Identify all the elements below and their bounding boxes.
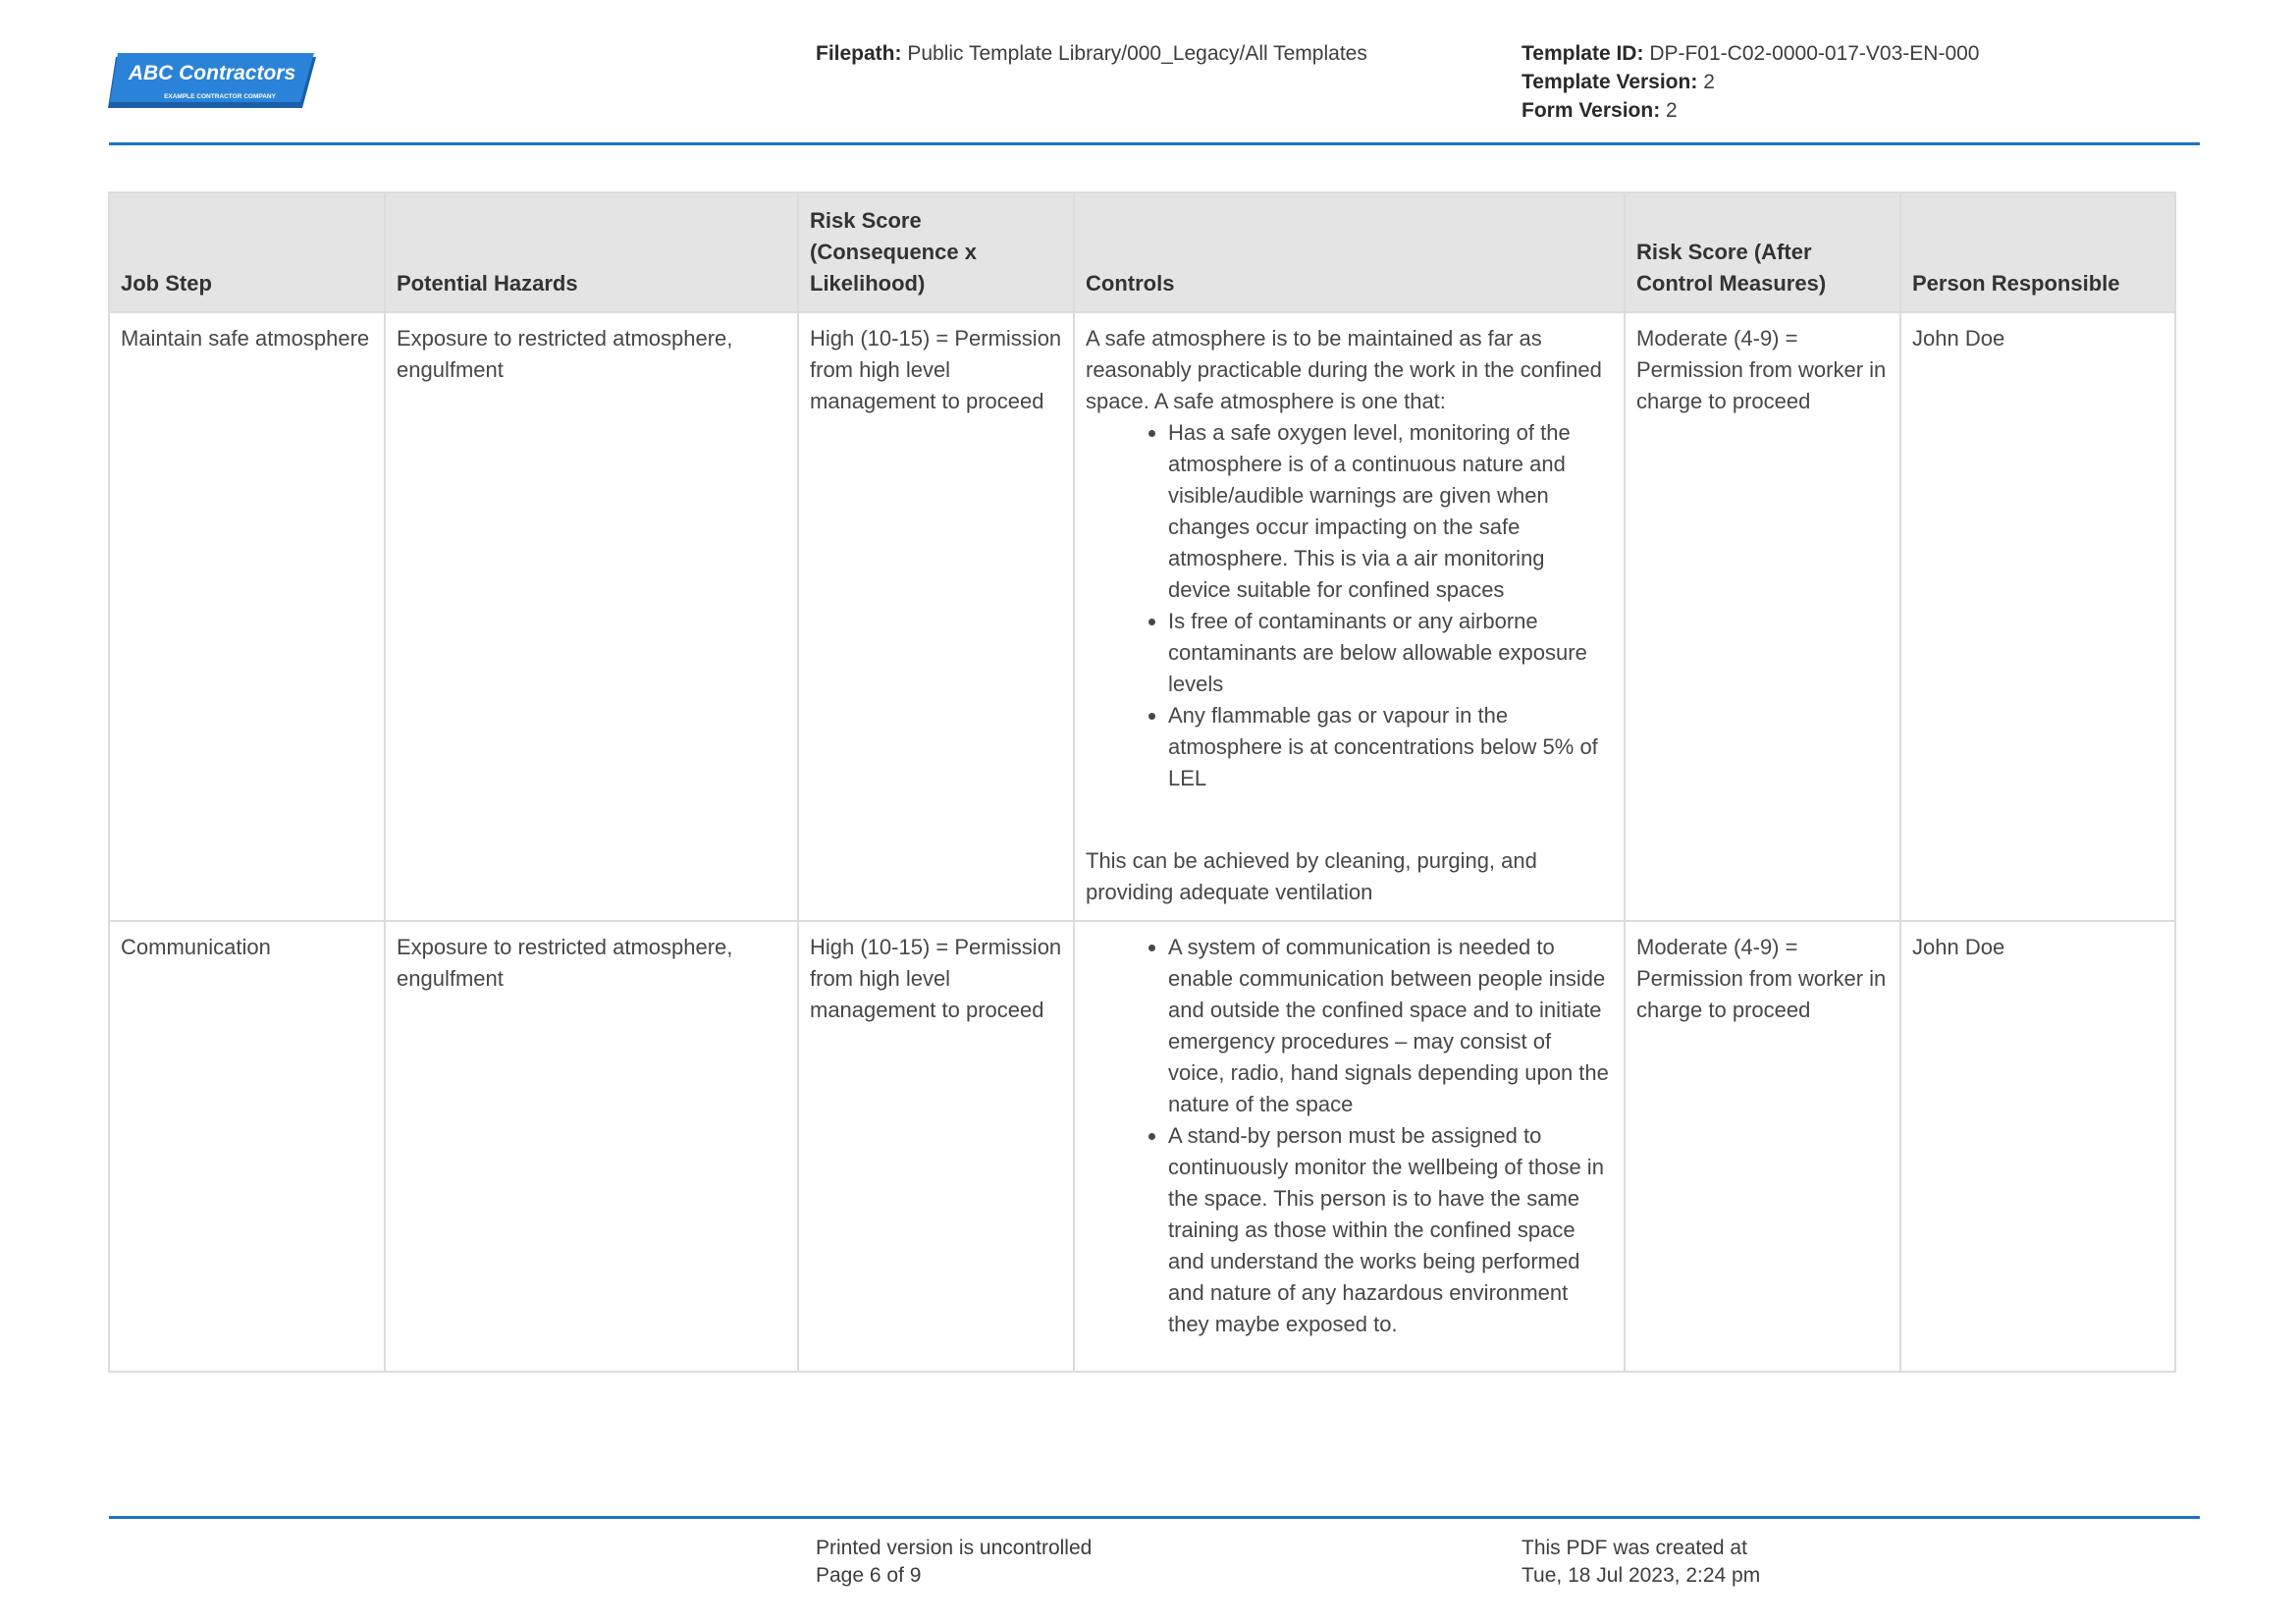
filepath-value: Public Template Library/000_Legacy/All Templates xyxy=(907,42,1367,65)
cell-risk-after: Moderate (4-9) = Permission from worker in charge to proceed xyxy=(1625,921,1900,1372)
footer-divider xyxy=(109,1516,2200,1519)
created-label: This PDF was created at xyxy=(1522,1537,1747,1559)
cell-person: John Doe xyxy=(1900,312,2175,921)
header-potential-hazards: Potential Hazards xyxy=(385,192,798,312)
cell-controls xyxy=(1074,921,1625,1372)
header-filepath-block xyxy=(816,39,1367,68)
cell-risk-after: Moderate (4-9) = Permission from worker in charge to proceed xyxy=(1625,312,1900,921)
cell-job-step: Communication xyxy=(109,921,385,1372)
created-timestamp: Tue, 18 Jul 2023, 2:24 pm xyxy=(1522,1564,1761,1587)
template-id-line xyxy=(1522,39,1979,68)
cell-job-step: Maintain safe atmosphere xyxy=(109,312,385,921)
controls-bullet: • Is free of contaminants or any airborne contaminants are below allowable exposure levels xyxy=(1168,606,1613,700)
controls-outro: This can be achieved by cleaning, purging, and providing adequate ventilation xyxy=(1086,848,1537,904)
form-version-value: 2 xyxy=(1666,99,1678,122)
controls-bullet: • A system of communication is needed to enable communication between people inside and outside the confined space and to initiate emergency procedures – may consist of voice, radio, hand signals depending upon the nature of the space xyxy=(1168,932,1613,1120)
template-version-line xyxy=(1522,68,1979,96)
cell-hazards: Exposure to restricted atmosphere, engulfment xyxy=(385,921,798,1372)
template-id-label: Template ID: xyxy=(1522,42,1644,65)
template-id-value: DP-F01-C02-0000-017-V03-EN-000 xyxy=(1649,42,1980,65)
header-template-block xyxy=(1522,39,1979,125)
controls-intro: A safe atmosphere is to be maintained as far as reasonably practicable during the work in the confined space. A safe atmosphere is one that: xyxy=(1086,326,1602,413)
header-job-step: Job Step xyxy=(109,192,385,312)
cell-person: John Doe xyxy=(1900,921,2175,1372)
template-version-value: 2 xyxy=(1703,71,1715,93)
page-number: Page 6 of 9 xyxy=(816,1564,922,1587)
header-person-responsible: Person Responsible xyxy=(1900,192,2175,312)
header-divider xyxy=(109,142,2200,145)
header-controls: Controls xyxy=(1074,192,1625,312)
cell-hazards: Exposure to restricted atmosphere, engulfment xyxy=(385,312,798,921)
cell-controls xyxy=(1074,312,1625,921)
filepath-line xyxy=(816,39,1367,68)
cell-risk-score: High (10-15) = Permission from high level management to proceed xyxy=(798,921,1074,1372)
footer-created-block xyxy=(1522,1535,1760,1590)
table-row xyxy=(109,312,2175,921)
controls-list xyxy=(1086,932,1613,1340)
controls-bullet: • Has a safe oxygen level, monitoring of the atmosphere is of a continuous nature and visible/audible warnings are given when changes occur impacting on the safe atmosphere. This is via a air monitoring device suitable for confined spaces xyxy=(1168,417,1613,606)
form-version-label: Form Version: xyxy=(1522,99,1661,122)
company-logo xyxy=(108,53,316,112)
controls-bullet: • A stand-by person must be assigned to continuously monitor the wellbeing of those in the space. This person is to have the same training as those within the confined space and understand the works being performed and nature of any hazardous environment they maybe exposed to. xyxy=(1168,1120,1613,1340)
form-version-line xyxy=(1522,96,1979,125)
controls-bullet: • Any flammable gas or vapour in the atmosphere is at concentrations below 5% of LEL xyxy=(1168,700,1613,794)
filepath-label: Filepath: xyxy=(816,42,902,65)
logo-name: ABC Contractors xyxy=(128,62,296,84)
template-version-label: Template Version: xyxy=(1522,71,1698,93)
controls-list xyxy=(1086,417,1613,794)
header-risk-score: Risk Score (Consequence x Likelihood) xyxy=(798,192,1074,312)
footer-print-block xyxy=(816,1535,1092,1590)
uncontrolled-notice: Printed version is uncontrolled xyxy=(816,1537,1093,1559)
table-row xyxy=(109,921,2175,1372)
cell-risk-score: High (10-15) = Permission from high level management to proceed xyxy=(798,312,1074,921)
header-risk-score-after: Risk Score (After Control Measures) xyxy=(1625,192,1900,312)
logo-badge xyxy=(108,53,316,112)
risk-assessment-table xyxy=(108,191,2176,1373)
logo-tagline: EXAMPLE CONTRACTOR COMPANY xyxy=(164,93,276,100)
table-header-row xyxy=(109,192,2175,312)
